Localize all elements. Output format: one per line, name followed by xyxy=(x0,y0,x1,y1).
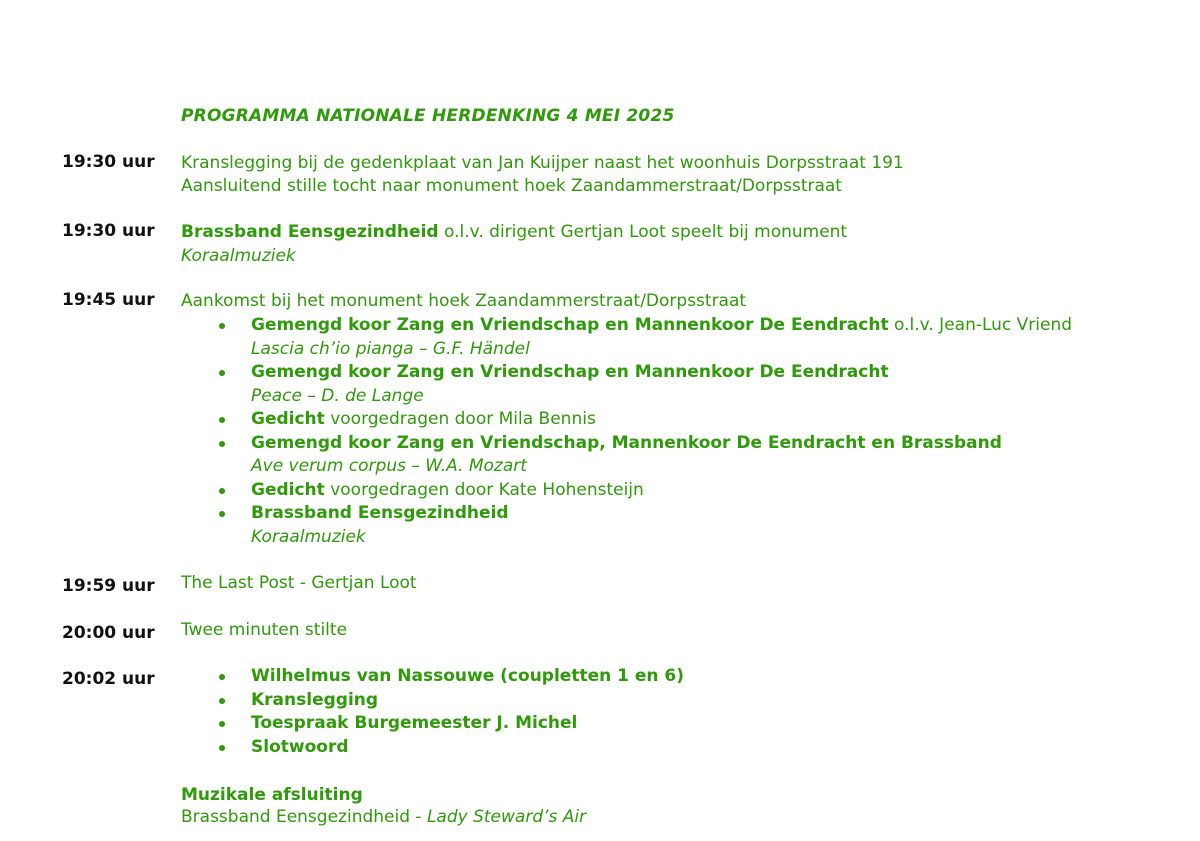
bullet-icon xyxy=(219,417,225,423)
item-bold: Slotwoord xyxy=(251,736,349,757)
performer-name: Brassband Eensgezindheid xyxy=(181,222,439,242)
item-bold: Wilhelmus van Nassouwe (coupletten 1 en 6) xyxy=(251,666,685,686)
item-rest: voorgedragen door Mila Bennis xyxy=(324,409,596,429)
list-item xyxy=(181,432,1072,479)
bullet-icon xyxy=(219,745,225,751)
item-bold: Brassband Eensgezindheid xyxy=(251,503,509,523)
item-bold: Kranslegging xyxy=(251,689,379,710)
performer-detail: o.l.v. dirigent Gertjan Loot speelt bij monument xyxy=(438,222,848,242)
list-item xyxy=(181,361,1072,408)
bullet-icon xyxy=(219,698,225,704)
piece-title: Koraalmuziek xyxy=(181,246,296,266)
item-subtitle: Ave verum corpus – W.A. Mozart xyxy=(251,456,527,476)
item-bold: Gemengd koor Zang en Vriendschap en Mannenkoor De Eendracht xyxy=(251,362,889,382)
closing-line xyxy=(181,806,586,828)
item-subtitle: Lascia ch’io pianga – G.F. Händel xyxy=(251,338,530,359)
list-item xyxy=(181,314,1072,361)
closing-heading: Muzikale afsluiting xyxy=(181,785,363,805)
program-line: Kranslegging bij de gedenkplaat van Jan Kuijper naast het woonhuis Dorpsstraat 191 xyxy=(181,153,904,173)
program-line xyxy=(181,221,847,243)
time-label: 19:59 uur xyxy=(62,576,155,596)
closing-piece: Lady Steward’s Air xyxy=(426,807,587,827)
list-item xyxy=(181,736,684,760)
list-item xyxy=(181,479,1072,503)
item-subtitle: Peace – D. de Lange xyxy=(251,385,424,406)
time-label: 20:02 uur xyxy=(62,669,155,689)
item-subtitle: Koraalmuziek xyxy=(251,526,366,547)
bullet-icon xyxy=(219,323,225,329)
list-item xyxy=(181,665,684,689)
program-line: Aansluitend stille tocht naar monument hoek Zaandammerstraat/Dorpsstraat xyxy=(181,176,842,196)
bullet-icon xyxy=(219,370,225,376)
time-label: 19:30 uur xyxy=(62,152,155,172)
item-bold: Gemengd koor Zang en Vriendschap, Mannenkoor De Eendracht en Brassband xyxy=(251,432,1002,453)
program-line: Aankomst bij het monument hoek Zaandammerstraat/Dorpsstraat xyxy=(181,291,747,311)
bullet-icon xyxy=(219,721,225,727)
list-item xyxy=(181,689,684,713)
bullet-icon xyxy=(219,441,225,447)
program-line: Twee minuten stilte xyxy=(181,620,348,640)
list-item xyxy=(181,408,1072,432)
item-bold: Gedicht xyxy=(251,479,325,500)
bullet-icon xyxy=(219,511,225,517)
bullet-icon xyxy=(219,488,225,494)
item-bold: Gemengd koor Zang en Vriendschap en Mannenkoor De Eendracht xyxy=(251,315,889,335)
item-rest: voorgedragen door Kate Hohensteijn xyxy=(324,479,644,500)
bullet-icon xyxy=(219,674,225,680)
program-line: The Last Post - Gertjan Loot xyxy=(181,573,417,593)
list-item xyxy=(181,712,684,736)
time-label: 19:45 uur xyxy=(62,290,155,310)
bullet-list xyxy=(181,665,684,759)
time-label: 19:30 uur xyxy=(62,221,155,241)
document-title: PROGRAMMA NATIONALE HERDENKING 4 MEI 2025 xyxy=(181,106,675,126)
item-rest: o.l.v. Jean-Luc Vriend xyxy=(888,315,1073,335)
item-bold: Toespraak Burgemeester J. Michel xyxy=(251,713,578,733)
item-bold: Gedicht xyxy=(251,409,325,429)
closing-text: Brassband Eensgezindheid - xyxy=(181,807,427,827)
time-label: 20:00 uur xyxy=(62,623,155,643)
list-item xyxy=(181,502,1072,549)
bullet-list xyxy=(181,314,1072,549)
